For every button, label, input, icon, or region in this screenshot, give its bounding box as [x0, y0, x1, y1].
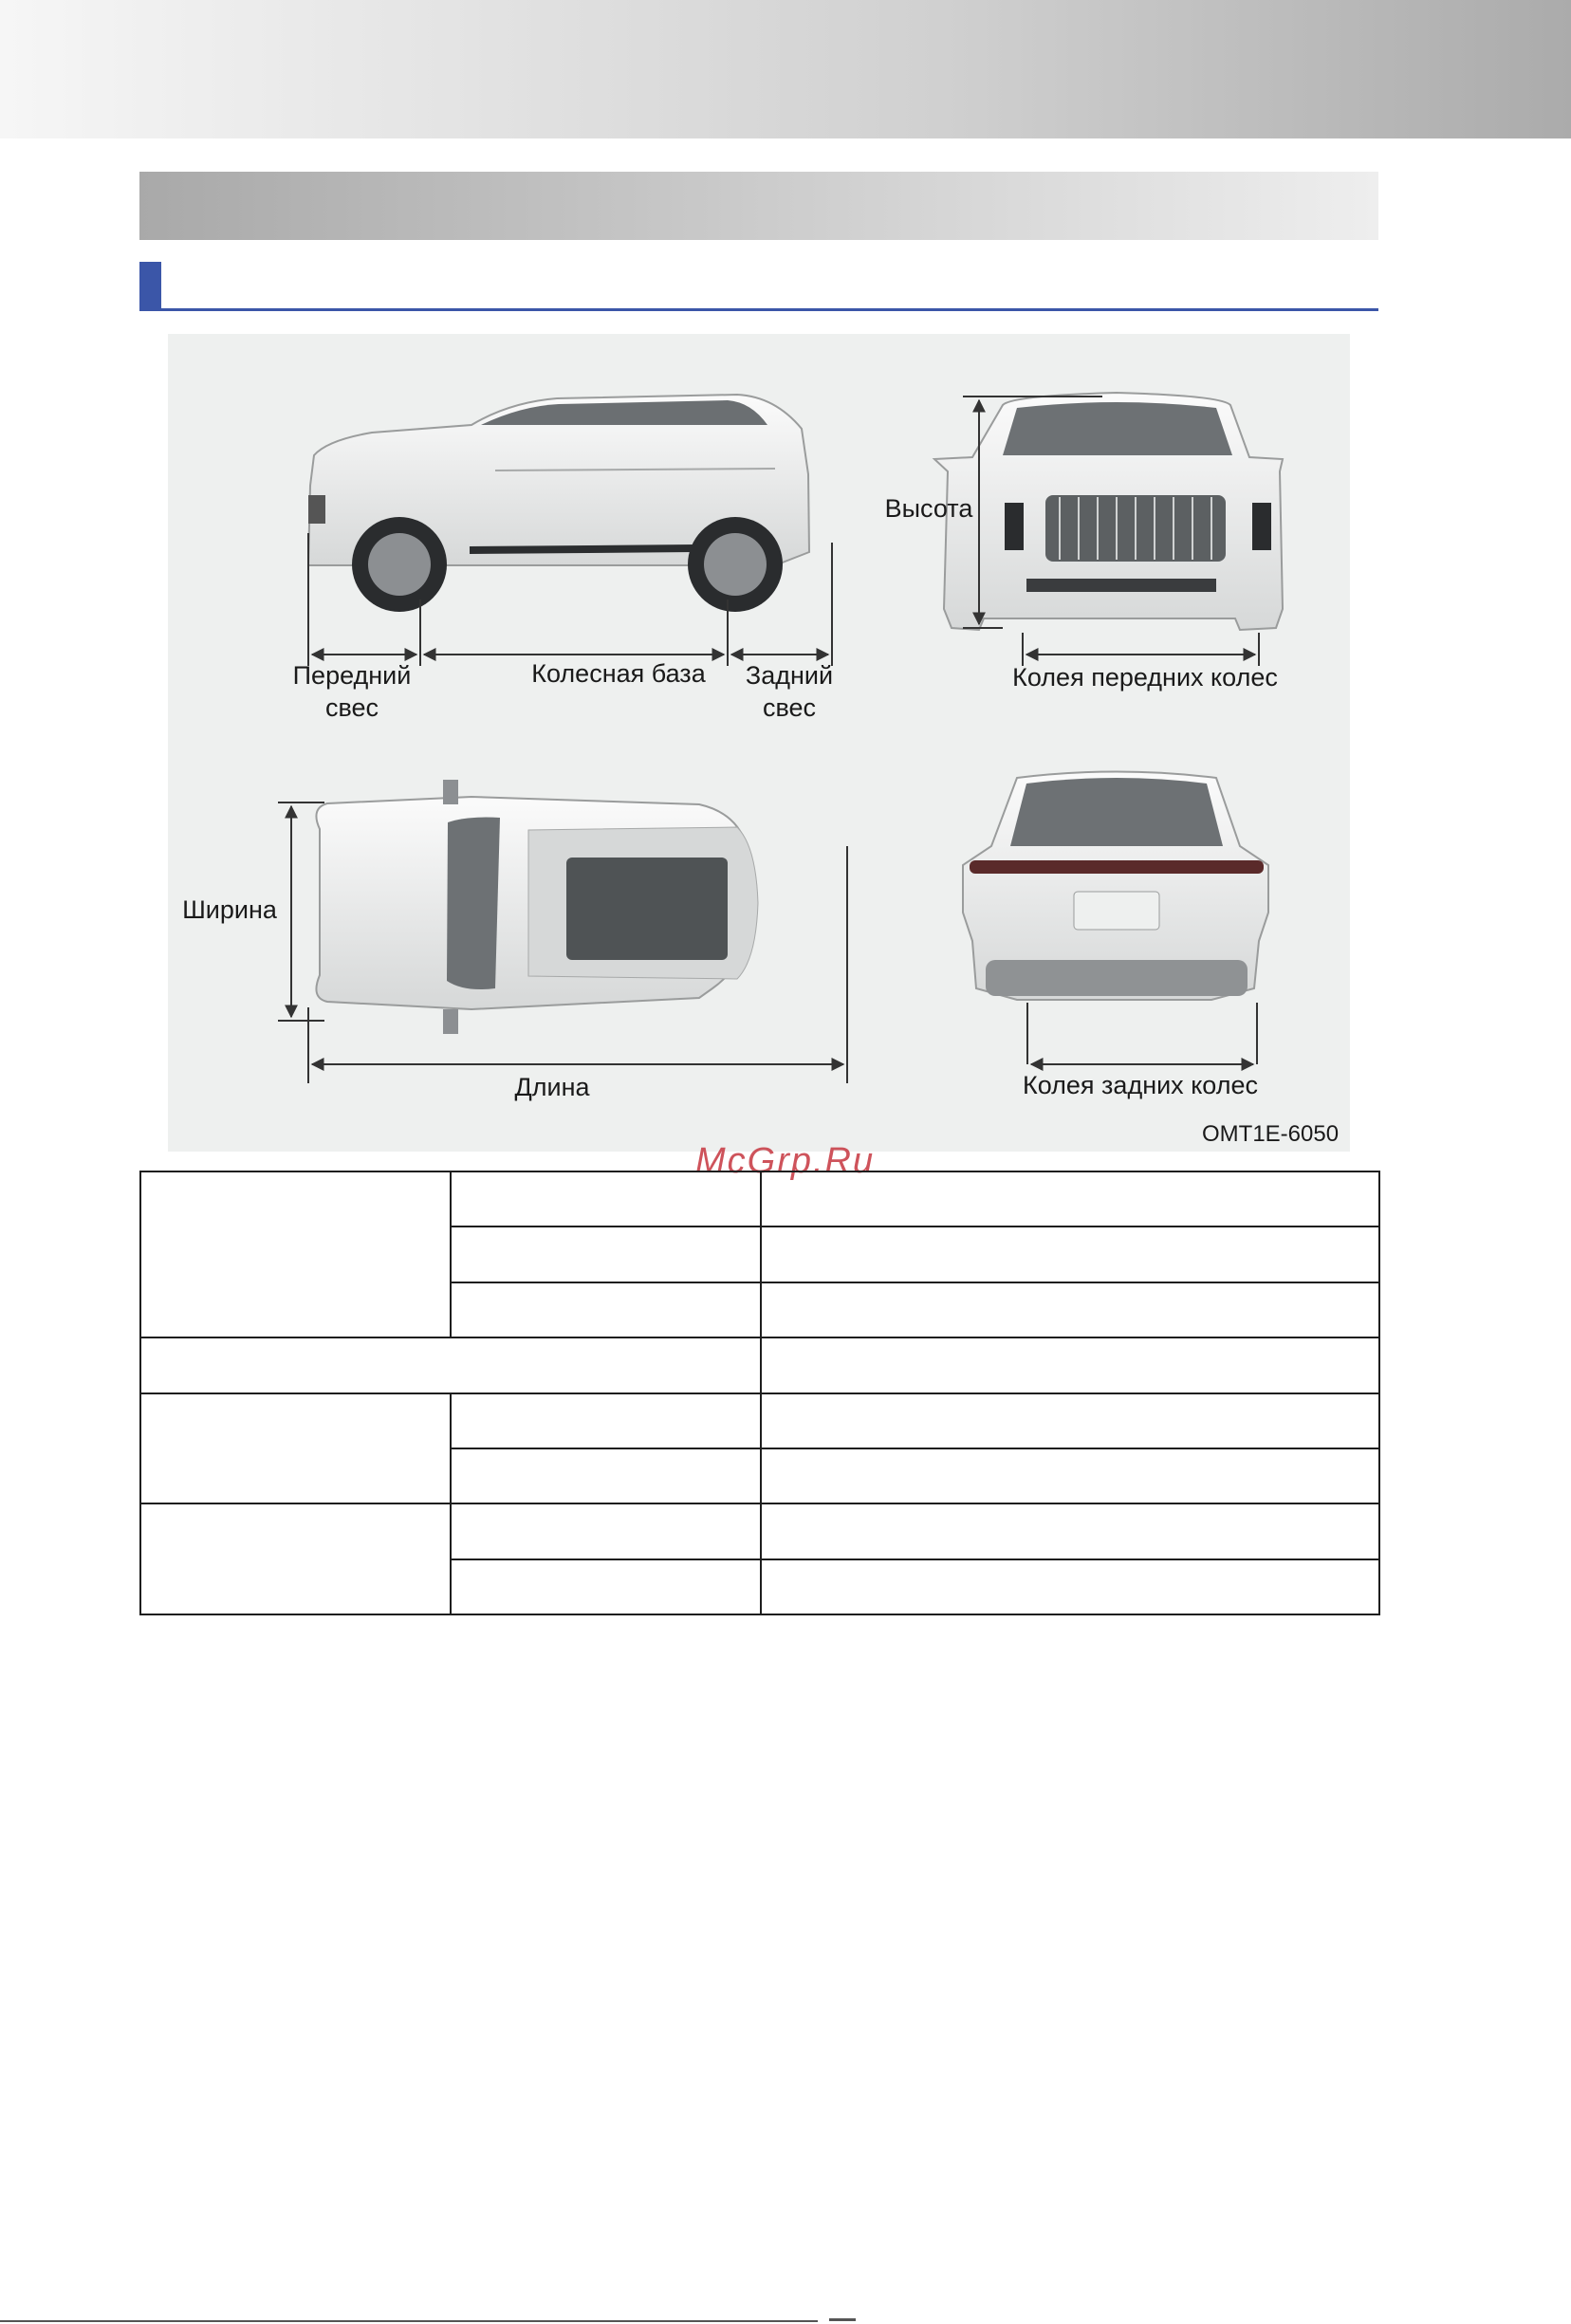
- section-title-bar: [139, 172, 1378, 240]
- table-cell: [761, 1559, 1379, 1614]
- table-cell: [451, 1282, 761, 1337]
- subsection-title-bar: [139, 262, 1378, 311]
- table-row: [140, 1337, 1379, 1393]
- side-view-car: [308, 395, 809, 612]
- table-cell: [451, 1227, 761, 1282]
- table-cell: [140, 1171, 451, 1337]
- front-overhang-label-line2: свес: [324, 693, 379, 722]
- table-row: [140, 1503, 1379, 1559]
- table-row: [140, 1171, 1379, 1227]
- subsection-marker: [139, 262, 161, 309]
- table-cell: [451, 1503, 761, 1559]
- table-cell: [761, 1337, 1379, 1393]
- table-cell: [140, 1337, 761, 1393]
- table-cell: [451, 1559, 761, 1614]
- top-view-car: [316, 780, 758, 1034]
- table-cell: [761, 1282, 1379, 1337]
- rear-overhang-label-line1: Задний: [745, 661, 834, 690]
- rear-view-car: [963, 772, 1268, 1001]
- table-cell: [451, 1171, 761, 1227]
- rear-dimension-lines: [1027, 1003, 1257, 1064]
- table-cell: [140, 1503, 451, 1614]
- footer-tick: [829, 2318, 856, 2321]
- table-cell: [761, 1393, 1379, 1448]
- length-label: Длина: [514, 1073, 590, 1101]
- table-cell: [761, 1171, 1379, 1227]
- vehicle-dimensions-figure: [168, 334, 1350, 1152]
- footer-rule: [0, 2320, 818, 2322]
- vehicle-dimensions-drawing: [168, 334, 1350, 1152]
- table-cell: [761, 1227, 1379, 1282]
- width-label: Ширина: [182, 895, 277, 924]
- front-view-car: [934, 393, 1283, 630]
- page-header-bar: [0, 0, 1571, 138]
- figure-code: OMT1E-6050: [1202, 1121, 1340, 1147]
- watermark: McGrp.Ru: [695, 1141, 876, 1181]
- table-cell: [451, 1448, 761, 1503]
- rear-track-label: Колея задних колес: [1023, 1071, 1258, 1099]
- table-cell: [451, 1393, 761, 1448]
- table-cell: [761, 1503, 1379, 1559]
- table-cell: [140, 1393, 451, 1504]
- front-track-label: Колея передних колес: [1012, 663, 1278, 692]
- table-row: [140, 1393, 1379, 1448]
- rear-overhang-label-line2: свес: [762, 693, 817, 722]
- wheelbase-label: Колесная база: [531, 659, 706, 688]
- height-label: Высота: [884, 494, 973, 523]
- front-overhang-label-line1: Передний: [292, 661, 412, 690]
- table-cell: [761, 1448, 1379, 1503]
- dimensions-table: [139, 1171, 1380, 1615]
